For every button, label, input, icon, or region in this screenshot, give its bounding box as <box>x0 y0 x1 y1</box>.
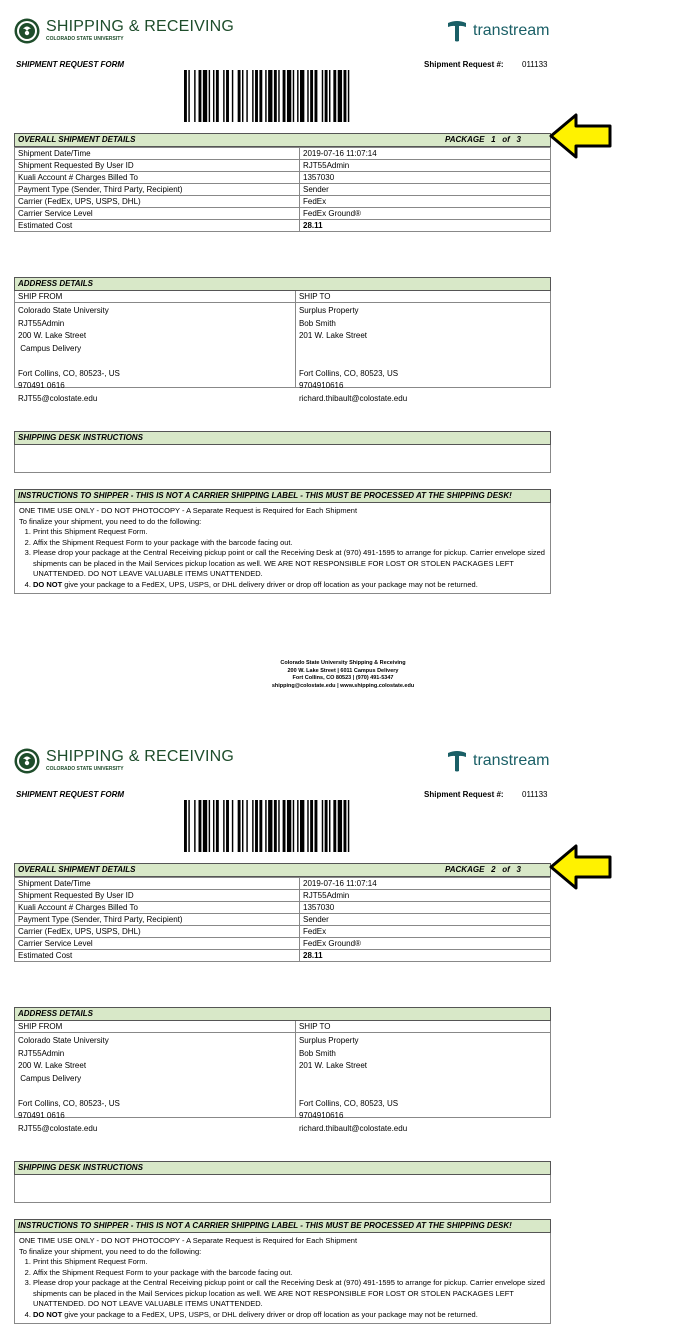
detail-value: RJT55Admin <box>300 890 551 902</box>
detail-value: 28.11 <box>300 220 551 232</box>
barcode-bar <box>278 70 279 122</box>
detail-value: Sender <box>300 914 551 926</box>
address-line: 201 W. Lake Street <box>298 331 367 340</box>
table-row <box>15 878 551 890</box>
barcode-bar <box>315 800 318 852</box>
address-details <box>14 1007 551 1133</box>
transtream-logo <box>446 750 549 772</box>
barcode-bar <box>325 800 328 852</box>
details-table <box>14 877 551 962</box>
barcode-bar <box>329 800 330 852</box>
detail-label: Payment Type (Sender, Third Party, Recipient) <box>15 184 300 196</box>
table-row <box>15 902 551 914</box>
barcode-bar <box>246 70 247 122</box>
barcode-bar <box>265 800 266 852</box>
detail-value: 1357030 <box>300 902 551 914</box>
barcode-icon <box>184 800 390 852</box>
barcode-bar <box>242 800 243 852</box>
request-number-label: Shipment Request #: <box>424 790 504 799</box>
partner-name: transtream <box>473 752 550 769</box>
barcode-bar <box>293 70 294 122</box>
barcode-icon <box>184 70 390 122</box>
barcode-bar <box>329 70 330 122</box>
transtream-logo-icon <box>446 20 468 42</box>
barcode-bar <box>252 70 253 122</box>
csu-shipping-logo <box>14 748 234 774</box>
barcode-bar <box>333 70 336 122</box>
csu-shipping-logo <box>14 18 234 44</box>
barcode-bar <box>274 70 277 122</box>
barcode-bar <box>325 70 328 122</box>
package-indicator: PACKAGE 2 of 3 <box>445 865 521 874</box>
org-subtitle: COLORADO STATE UNIVERSITY <box>46 36 124 42</box>
address-line <box>18 1085 292 1098</box>
barcode-bar <box>203 800 207 852</box>
barcode-bar <box>268 800 272 852</box>
table-row <box>15 220 551 232</box>
instruction-step: 3. Please drop your package at the Central Receiving pickup point or call the Receiving Desk at (970) 491-1595 to arrange for pickup. Carrier envelope sized shipments can be placed in the Mail Services pickup location as well. WE ARE NOT RESPONSIBLE FOR LOST OR STOLEN PACKAGES LEFT UNATTENDED. DO NOT LEAVE VALUABLE ITEMS UNATTENDED. <box>33 1278 546 1310</box>
detail-label: Shipment Date/Time <box>15 878 300 890</box>
detail-label: Shipment Requested By User ID <box>15 890 300 902</box>
detail-label: Carrier Service Level <box>15 938 300 950</box>
package-number: 2 <box>491 865 496 874</box>
address-line: 200 W. Lake Street <box>18 331 87 340</box>
ship-from-label: SHIP FROM <box>15 1021 295 1033</box>
address-line <box>18 355 292 368</box>
table-row <box>15 938 551 950</box>
table-row <box>15 914 551 926</box>
barcode-bar <box>344 800 347 852</box>
detail-label: Carrier (FedEx, UPS, USPS, DHL) <box>15 926 300 938</box>
instruction-step: 4. DO NOT give your package to a FedEX, UPS, USPS, or DHL delivery driver or drop off location as your package may not be returned. <box>33 1310 546 1321</box>
barcode-bar <box>184 70 187 122</box>
barcode-bar <box>307 800 308 852</box>
address-line: 970491 0616 <box>18 381 65 390</box>
barcode-bar <box>265 70 266 122</box>
address-line: Bob Smith <box>298 318 336 328</box>
section-title: ADDRESS DETAILS <box>14 1007 551 1021</box>
address-line: Surplus Property <box>298 1036 359 1045</box>
barcode-bar <box>300 70 304 122</box>
instruction-step: 3. Please drop your package at the Central Receiving pickup point or call the Receiving Desk at (970) 491-1595 to arrange for pickup. Carrier envelope sized shipments can be placed in the Mail Services pickup location as well. WE ARE NOT RESPONSIBLE FOR LOST OR STOLEN PACKAGES LEFT UNATTENDED. DO NOT LEAVE VALUABLE ITEMS UNATTENDED. <box>33 548 546 580</box>
barcode-bar <box>344 70 347 122</box>
barcode-bar <box>194 70 195 122</box>
barcode-bar <box>199 70 202 122</box>
address-line <box>299 1073 547 1086</box>
address-line: Fort Collins, CO, 80523-, US <box>18 368 120 378</box>
address-line: Campus Delivery <box>18 343 82 353</box>
section-title: OVERALL SHIPMENT DETAILS <box>18 865 136 874</box>
barcode-bar <box>209 800 210 852</box>
detail-label: Estimated Cost <box>15 220 300 232</box>
detail-value: FedEx Ground® <box>300 938 551 950</box>
ship-to-label: SHIP TO <box>296 1021 550 1033</box>
barcode-bar <box>283 800 286 852</box>
table-row <box>15 160 551 172</box>
barcode-bar <box>259 70 262 122</box>
detail-label: Estimated Cost <box>15 950 300 962</box>
barcode-bar <box>203 70 207 122</box>
section-title: INSTRUCTIONS TO SHIPPER - THIS IS NOT A CARRIER SHIPPING LABEL - THIS MUST BE PROCESSED AT THE SHIPPING DESK! <box>14 1219 551 1233</box>
form-title: SHIPMENT REQUEST FORM <box>16 60 125 69</box>
desk-instructions-box <box>14 445 551 473</box>
instruction-step: 1. Print this Shipment Request Form. <box>33 1257 546 1268</box>
address-details <box>14 277 551 403</box>
detail-value: FedEx <box>300 196 551 208</box>
section-title: ADDRESS DETAILS <box>14 277 551 291</box>
barcode-bar <box>209 70 210 122</box>
barcode-bar <box>255 70 258 122</box>
table-row <box>15 926 551 938</box>
ship-to-label: SHIP TO <box>296 291 550 303</box>
barcode-bar <box>287 70 291 122</box>
request-number: 011133 <box>522 790 548 799</box>
instruction-step: 2. Affix the Shipment Request Form to your package with the barcode facing out. <box>33 1268 546 1279</box>
barcode-bar <box>255 800 258 852</box>
address-line <box>299 343 547 356</box>
detail-value: RJT55Admin <box>300 160 551 172</box>
section-title: SHIPPING DESK INSTRUCTIONS <box>14 1161 551 1175</box>
instruction-step: 2. Affix the Shipment Request Form to your package with the barcode facing out. <box>33 538 546 549</box>
barcode-bar <box>300 800 304 852</box>
partner-name: transtream <box>473 22 550 39</box>
page-footer: Colorado State University Shipping & Receiving 200 W. Lake Street | 6011 Campus Delivery Fort Collins, CO 80523 | (970) 491-5347 shipping@colostate.edu | www.shipping.colostate.edu <box>271 660 415 689</box>
detail-label: Shipment Requested By User ID <box>15 160 300 172</box>
instructions-to-shipper <box>14 1219 551 1324</box>
barcode-bar <box>242 70 243 122</box>
barcode-bar <box>338 800 342 852</box>
barcode-bar <box>213 70 214 122</box>
barcode-bar <box>216 800 219 852</box>
org-name: SHIPPING & RECEIVING <box>46 18 235 35</box>
package-number: 1 <box>491 135 496 144</box>
barcode-bar <box>348 70 349 122</box>
address-line: 9704910616 <box>298 381 344 390</box>
ship-from-column <box>15 291 295 403</box>
barcode-bar <box>252 800 253 852</box>
barcode-bar <box>297 800 298 852</box>
detail-value: FedEx Ground® <box>300 208 551 220</box>
barcode-bar <box>213 800 214 852</box>
barcode-bar <box>232 70 233 122</box>
address-line: Fort Collins, CO, 80523-, US <box>18 1098 120 1108</box>
barcode-bar <box>232 800 233 852</box>
barcode-bar <box>310 800 313 852</box>
package-indicator: PACKAGE 1 of 3 <box>445 135 521 144</box>
section-title: OVERALL SHIPMENT DETAILS <box>18 135 136 144</box>
barcode-bar <box>322 800 323 852</box>
address-line: Colorado State University <box>18 306 109 315</box>
address-line: RJT55@colostate.edu <box>18 1123 98 1133</box>
address-line: Bob Smith <box>298 1048 336 1058</box>
address-line: richard.thibault@colostate.edu <box>298 1123 408 1133</box>
barcode-bar <box>283 70 286 122</box>
instructions-to-shipper <box>14 489 551 594</box>
barcode-bar <box>310 70 313 122</box>
address-line: RJT55Admin <box>18 1048 65 1058</box>
barcode-bar <box>194 800 195 852</box>
barcode-bar <box>268 70 272 122</box>
barcode-bar <box>307 70 308 122</box>
ship-from-label: SHIP FROM <box>15 291 295 303</box>
barcode-bar <box>188 70 189 122</box>
table-row <box>15 184 551 196</box>
address-line <box>299 355 547 368</box>
org-name: SHIPPING & RECEIVING <box>46 748 235 765</box>
ship-to-column <box>295 1021 550 1133</box>
address-line: Campus Delivery <box>18 1073 82 1083</box>
detail-label: Payment Type (Sender, Third Party, Recipient) <box>15 914 300 926</box>
details-table <box>14 147 551 232</box>
barcode-bar <box>333 800 336 852</box>
section-title: INSTRUCTIONS TO SHIPPER - THIS IS NOT A CARRIER SHIPPING LABEL - THIS MUST BE PROCESSED AT THE SHIPPING DESK! <box>14 489 551 503</box>
overall-shipment-details <box>14 863 551 962</box>
org-subtitle: COLORADO STATE UNIVERSITY <box>46 766 124 772</box>
address-line <box>299 1085 547 1098</box>
barcode-bar <box>315 70 318 122</box>
barcode-bar <box>223 800 224 852</box>
instruction-step: 4. DO NOT give your package to a FedEX, UPS, USPS, or DHL delivery driver or drop off location as your package may not be returned. <box>33 580 546 591</box>
barcode-bar <box>322 70 323 122</box>
barcode-bar <box>223 70 224 122</box>
desk-instructions-box <box>14 1175 551 1203</box>
barcode-bar <box>216 70 219 122</box>
barcode-bar <box>293 800 294 852</box>
shipping-desk-instructions <box>14 431 551 473</box>
csu-ram-seal-icon <box>14 748 40 774</box>
instruction-line: To finalize your shipment, you need to do the following: <box>19 1246 202 1256</box>
address-line: Colorado State University <box>18 1036 109 1045</box>
barcode-bar <box>199 800 202 852</box>
address-line: RJT55@colostate.edu <box>18 393 98 403</box>
barcode-bar <box>274 800 277 852</box>
barcode-bar <box>238 800 241 852</box>
table-row <box>15 890 551 902</box>
table-row <box>15 208 551 220</box>
package-total: 3 <box>516 865 521 874</box>
address-line: Fort Collins, CO, 80523, US <box>298 368 399 378</box>
detail-label: Kuali Account # Charges Billed To <box>15 902 300 914</box>
barcode-bar <box>246 800 247 852</box>
barcode-bar <box>226 70 229 122</box>
barcode-bar <box>278 800 279 852</box>
detail-value: 28.11 <box>300 950 551 962</box>
form-title: SHIPMENT REQUEST FORM <box>16 790 125 799</box>
transtream-logo <box>446 20 549 42</box>
detail-label: Carrier (FedEx, UPS, USPS, DHL) <box>15 196 300 208</box>
shipping-desk-instructions <box>14 1161 551 1203</box>
detail-label: Carrier Service Level <box>15 208 300 220</box>
package-total: 3 <box>516 135 521 144</box>
table-row <box>15 172 551 184</box>
barcode-bar <box>259 800 262 852</box>
detail-label: Kuali Account # Charges Billed To <box>15 172 300 184</box>
instruction-step: 1. Print this Shipment Request Form. <box>33 527 546 538</box>
barcode-bar <box>226 800 229 852</box>
address-line: 200 W. Lake Street <box>18 1061 87 1070</box>
ship-from-column <box>15 1021 295 1133</box>
address-line: Fort Collins, CO, 80523, US <box>298 1098 399 1108</box>
barcode-bar <box>188 800 189 852</box>
address-line: 9704910616 <box>298 1111 344 1120</box>
address-line: Surplus Property <box>298 306 359 315</box>
address-line: richard.thibault@colostate.edu <box>298 393 408 403</box>
transtream-logo-icon <box>446 750 468 772</box>
yellow-arrow-icon <box>548 843 614 891</box>
barcode-bar <box>238 70 241 122</box>
barcode-bar <box>297 70 298 122</box>
address-line: RJT55Admin <box>18 318 65 328</box>
detail-value: 2019-07-16 11:07:14 <box>300 878 551 890</box>
address-line: 201 W. Lake Street <box>298 1061 367 1070</box>
table-row <box>15 196 551 208</box>
instruction-line: ONE TIME USE ONLY - DO NOT PHOTOCOPY - A Separate Request is Required for Each Shipment <box>19 506 358 515</box>
detail-value: 1357030 <box>300 172 551 184</box>
instruction-line: To finalize your shipment, you need to do the following: <box>19 516 202 526</box>
table-row <box>15 950 551 962</box>
overall-shipment-details <box>14 133 551 232</box>
barcode-bar <box>287 800 291 852</box>
detail-value: Sender <box>300 184 551 196</box>
detail-value: 2019-07-16 11:07:14 <box>300 148 551 160</box>
detail-value: FedEx <box>300 926 551 938</box>
csu-ram-seal-icon <box>14 18 40 44</box>
ship-to-column <box>295 291 550 403</box>
yellow-arrow-icon <box>548 112 614 160</box>
barcode-bar <box>184 800 187 852</box>
barcode-bar <box>348 800 349 852</box>
address-line: 970491 0616 <box>18 1111 65 1120</box>
request-number: 011133 <box>522 60 548 69</box>
instruction-line: ONE TIME USE ONLY - DO NOT PHOTOCOPY - A Separate Request is Required for Each Shipment <box>19 1236 358 1245</box>
section-title: SHIPPING DESK INSTRUCTIONS <box>14 431 551 445</box>
barcode-bar <box>338 70 342 122</box>
detail-label: Shipment Date/Time <box>15 148 300 160</box>
table-row <box>15 148 551 160</box>
request-number-label: Shipment Request #: <box>424 60 504 69</box>
